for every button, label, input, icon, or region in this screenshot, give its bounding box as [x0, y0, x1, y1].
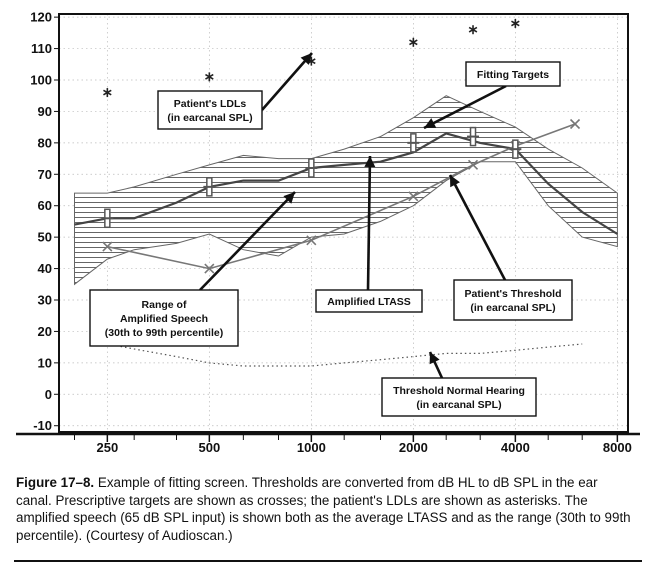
annotation-text: Range of [141, 299, 187, 311]
y-tick-label: 110 [31, 41, 52, 57]
x-tick-label: 250 [96, 440, 119, 455]
y-tick-label: 120 [30, 9, 52, 25]
annotation-text: Patient's Threshold [464, 288, 562, 300]
y-tick-label: 40 [37, 261, 52, 277]
y-tick-label: 70 [37, 166, 52, 182]
annotation-text: Patient's LDLs [173, 98, 247, 110]
y-tick-label: 50 [37, 229, 52, 245]
caption-text: Example of fitting screen. Thresholds are converted from dB HL to dB SPL in the ear canal. Prescriptive targets are shown as crosses; the patient's LDLs are shown as asterisks. The amplified speech (65 dB SPL input) is shown both as the average LTASS and as the range (30th to 99th percentile). (Courtesy of Audioscan.) [16, 475, 631, 543]
y-tick-label: 100 [30, 72, 52, 88]
y-tick-label: 10 [37, 355, 52, 371]
annotation-box [454, 280, 572, 320]
y-tick-label: 90 [37, 103, 52, 119]
annotation-text: (30th to 99th percentile) [104, 327, 224, 339]
y-tick-label: -10 [33, 418, 52, 434]
x-tick-label: 4000 [500, 440, 530, 455]
figure-label: Figure 17–8. [16, 475, 95, 490]
y-tick-label: 20 [37, 323, 52, 339]
annotation-text: (in earcanal SPL) [470, 302, 556, 314]
annotation-text: Amplified LTASS [327, 296, 411, 308]
annotation-text: Fitting Targets [476, 69, 550, 81]
annotation-text: (in earcanal SPL) [416, 399, 502, 411]
annotation-text: Amplified Speech [119, 313, 209, 325]
x-tick-label: 1000 [296, 440, 326, 455]
y-tick-label: 60 [37, 198, 52, 214]
x-tick-label: 2000 [398, 440, 428, 455]
y-tick-label: 80 [37, 135, 52, 151]
x-tick-label: 500 [198, 440, 221, 455]
annotation-text: (in earcanal SPL) [167, 112, 253, 124]
annotation-text: Threshold Normal Hearing [393, 385, 525, 397]
x-tick-label: 8000 [602, 440, 632, 455]
y-tick-label: 0 [44, 386, 52, 402]
y-tick-label: 30 [37, 292, 52, 308]
bottom-rule [14, 560, 642, 562]
figure-caption [16, 474, 636, 544]
